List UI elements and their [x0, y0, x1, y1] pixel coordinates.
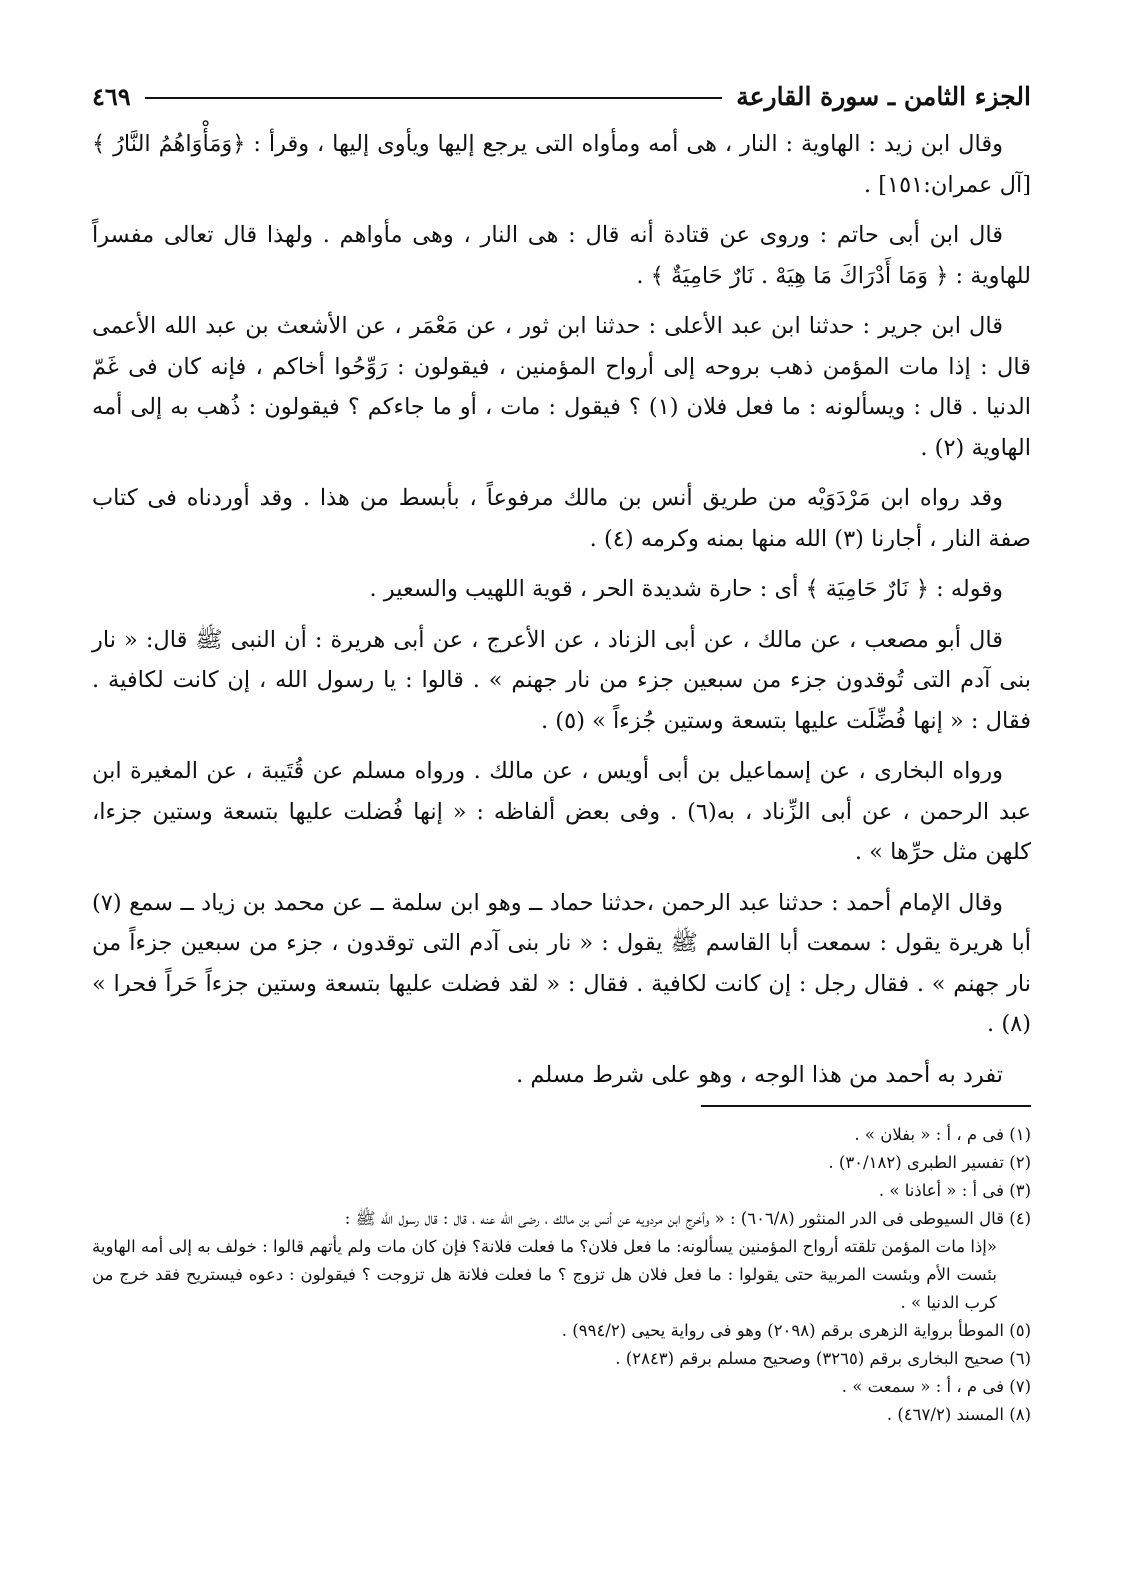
paragraph: وقال الإمام أحمد : حدثنا عبد الرحمن ،حدثنا حماد ــ وهو ابن سلمة ــ عن محمد بن زياد ــ سمع (٧) أبا هريرة يقول : سمعت أبا القاسم ﷺ يقول : « نار بنى آدم التى توقدون ، جزء من سبعين جزءاً من نار جهنم » . فقال رجل : إن كانت لكافية . فقال : « لقد فضلت عليها بتسعة وستين جزءاً حَراً فحرا » (٨) .	[92, 889, 1031, 1037]
footnote: (٧) فى م ، أ : « سمعت » .	[841, 1377, 1031, 1396]
footnote-separator	[701, 1105, 1031, 1107]
footnote: (٨) المسند (٤٦٧/٢) .	[886, 1405, 1031, 1424]
footnote: (٢) تفسير الطبرى (٣٠/١٨٢) .	[828, 1153, 1031, 1172]
chapter-title: الجزء الثامن ـ سورة القارعة	[736, 81, 1031, 111]
paragraph: وقد رواه ابن مَرْدَوَيْه من طريق أنس بن مالك مرفوعاً ، بأبسط من هذا . وقد أوردناه فى كتاب صفة النار ، أجارنا (٣) الله منها بمنه وكرمه (٤) .	[92, 485, 1031, 552]
paragraph: قال أبو مصعب ، عن مالك ، عن أبى الزناد ، عن الأعرج ، عن أبى هريرة : أن النبى ﷺ قال: « نار بنى آدم التى تُوقدون جزء من سبعين جزء من نار جهنم » . قالوا : يا رسول الله ، إن كانت لكافية . فقال : « إنها فُضِّلَت عليها بتسعة وستين جُزءاً » (٥) .	[92, 626, 1031, 734]
page-number: ٤٦٩	[92, 81, 131, 111]
paragraph: وقال ابن زيد : الهاوية : النار ، هى أمه ومأواه التى يرجع إليها ويأوى إليها ، وقرأ : ﴿وَمَأْوَاهُمُ النَّارُ ﴾ [آل عمران:١٥١] .	[92, 131, 1031, 198]
footnote: (١) فى م ، أ : « بفلان » .	[854, 1125, 1031, 1144]
paragraph: تفرد به أحمد من هذا الوجه ، وهو على شرط مسلم .	[516, 1061, 1003, 1088]
footnote: (٥) الموطأ برواية الزهرى برقم (٢٠٩٨) وهو فى رواية يحيى (٩٩٤/٢) .	[561, 1321, 1031, 1340]
footnote: (٤) قال السيوطى فى الدر المنثور (٦٠٦/٨) : « وأخرج ابن مردويه عن أنس بن مالك ، رضى الله عنه ، قال : قال رسول الله ﷺ :	[344, 1209, 1031, 1228]
footnote: (٣) فى أ : « أعاذنا » .	[878, 1181, 1031, 1200]
main-text	[92, 124, 1031, 1095]
footnote: (٦) صحيح البخارى برقم (٣٢٦٥) وصحيح مسلم برقم (٢٨٤٣) .	[615, 1349, 1031, 1368]
footnote-continuation: «إذا مات المؤمن تلقته أرواح المؤمنين يسألونه: ما فعل فلان؟ ما فعلت فلانة؟ فإن كان مات ولم يأتهم قالوا : خولف به إلى أمه الهاوية بئست الأم وبئست المربية حتى يقولوا : ما فعل فلان هل تزوج ؟ ما فعلت فلانة هل تزوجت ؟ فيقولون : دعوه فيستريح فقد خرج من كرب الدنيا » .	[92, 1237, 997, 1312]
header-rule	[145, 97, 723, 99]
paragraph: قال ابن جرير : حدثنا ابن عبد الأعلى : حدثنا ابن ثور ، عن مَعْمَر ، عن الأشعث بن عبد الله الأعمى قال : إذا مات المؤمن ذهب بروحه إلى أرواح المؤمنين ، فيقولون : رَوِّحُوا أخاكم ، فإنه كان فى غَمّ الدنيا . قال : ويسألونه : ما فعل فلان (١) ؟ فيقول : مات ، أو ما جاءكم ؟ فيقولون : ذُهب به إلى أمه الهاوية (٢) .	[92, 313, 1031, 461]
paragraph: ورواه البخارى ، عن إسماعيل بن أبى أويس ، عن مالك . ورواه مسلم عن قُتَيبة ، عن المغيرة ابن عبد الرحمن ، عن أبى الزِّناد ، به(٦) . وفى بعض ألفاظه : « إنها فُضلت عليها بتسعة وستين جزءا، كلهن مثل حرِّها » .	[92, 758, 1031, 865]
footnotes	[92, 1121, 1031, 1429]
running-header	[92, 72, 1031, 120]
paragraph: وقوله : ﴿ نَارٌ حَامِيَة ﴾ أى : حارة شديدة الحر ، قوية اللهيب والسعير .	[369, 576, 1003, 602]
paragraph: قال ابن أبى حاتم : وروى عن قتادة أنه قال : هى النار ، وهى مأواهم . ولهذا قال تعالى مفسراً للهاوية : ﴿ وَمَا أَدْرَاكَ مَا هِيَهْ . نَارٌ حَامِيَةٌ ﴾ .	[92, 222, 1031, 289]
